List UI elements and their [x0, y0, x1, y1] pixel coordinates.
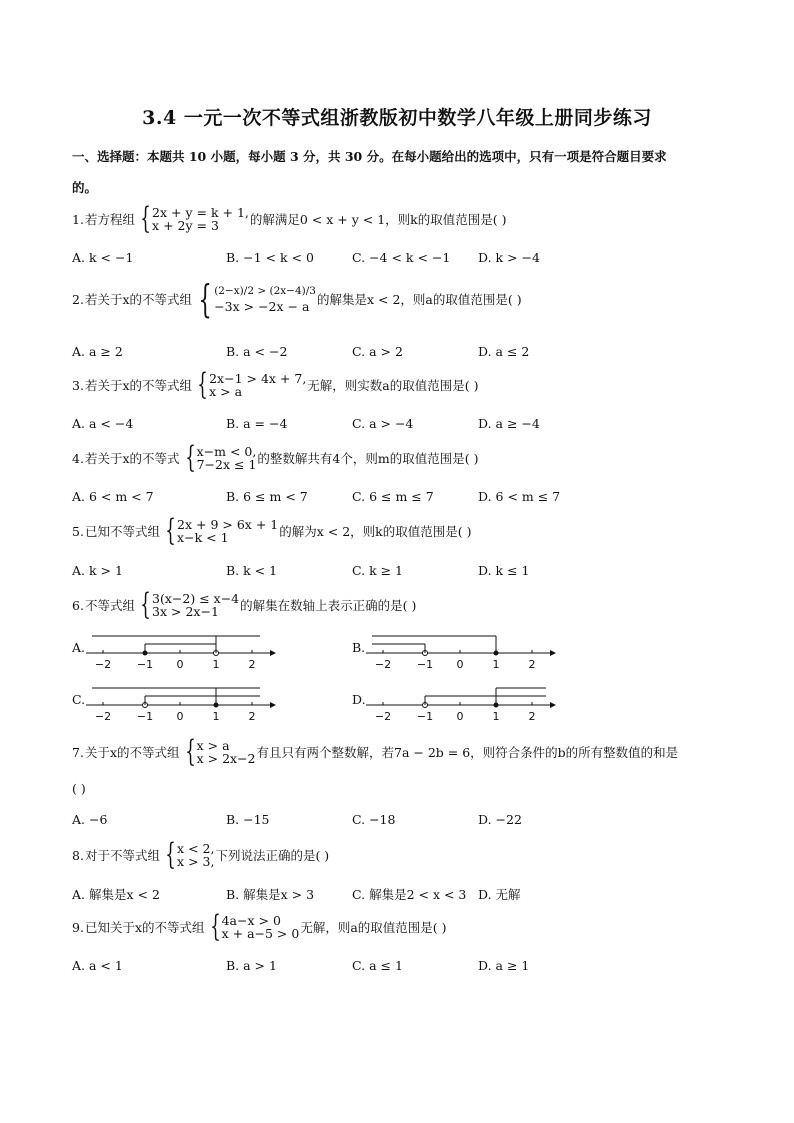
- tick-label: 1: [212, 710, 220, 722]
- brace-icon: {: [165, 837, 176, 872]
- option-b[interactable]: B. a < −2: [226, 344, 288, 359]
- tick-label: 0: [176, 658, 184, 670]
- option-a[interactable]: A. k > 1: [72, 563, 123, 578]
- option-d[interactable]: D. −22: [478, 812, 522, 827]
- brace-icon: {: [140, 201, 151, 236]
- number-line-d: [366, 676, 556, 722]
- question-7-paren: ( ): [72, 781, 86, 796]
- option-b[interactable]: B.: [352, 640, 366, 655]
- number-line-a: [86, 624, 276, 670]
- option-d[interactable]: D.: [352, 692, 366, 707]
- number-line-c: [86, 676, 276, 722]
- option-c[interactable]: C. 6 ≤ m ≤ 7: [352, 489, 434, 504]
- tick-label: −1: [136, 658, 154, 670]
- section-intro-end: 的。: [72, 180, 98, 195]
- option-a[interactable]: A. 解集是x < 2: [72, 887, 160, 902]
- inequality-system: { 4a−x > 0 x + a−5 > 0: [209, 909, 300, 944]
- section-intro: 一、选择题：本题共 10 小题，每小题 3 分，共 30 分。在每小题给出的选项中，只有一项是符合题目要求: [72, 149, 667, 164]
- tick-label: 1: [492, 710, 500, 722]
- tick-label: −1: [416, 710, 434, 722]
- option-c[interactable]: C. a > 2: [352, 344, 403, 359]
- option-c[interactable]: C. −4 < k < −1: [352, 250, 451, 265]
- option-b[interactable]: B. k < 1: [226, 563, 278, 578]
- option-d[interactable]: D. k ≤ 1: [478, 563, 530, 578]
- brace-icon: {: [197, 367, 208, 402]
- option-d[interactable]: D. 6 < m ≤ 7: [478, 489, 561, 504]
- page-title: 3.4 一元一次不等式组浙教版初中数学八年级上册同步练习: [142, 107, 652, 129]
- brace-icon: {: [209, 909, 221, 944]
- tick-label: 1: [212, 658, 220, 670]
- inequality-system: { x−m < 0, 7−2x ≤ 1: [184, 440, 257, 475]
- question-2: 2. 若关于x的不等式组 { (2−x)/2 > (2x−4)/3 −3x > −2x − a 的解集是x < 2，则a的取值范围是( ): [72, 277, 522, 321]
- tick-label: 0: [456, 658, 464, 670]
- question-8: 8. 对于不等式组 { x < 2, x > 3, 下列说法正确的是( ): [72, 837, 330, 872]
- option-c[interactable]: C. k ≥ 1: [352, 563, 404, 578]
- tick-label: 2: [248, 710, 256, 722]
- brace-icon: {: [184, 734, 196, 769]
- inequality-system: { (2−x)/2 > (2x−4)/3 −3x > −2x − a: [198, 277, 316, 321]
- inequality-system: { x > a x > 2x−2: [184, 734, 256, 769]
- brace-icon: {: [184, 440, 196, 475]
- brace-icon: {: [198, 277, 212, 321]
- question-3: 3. 若关于x的不等式组 { 2x−1 > 4x + 7, x > a 无解，则实数a的取值范围是( ): [72, 367, 479, 402]
- brace-icon: {: [165, 513, 176, 548]
- tick-label: 2: [248, 658, 256, 670]
- tick-label: 2: [528, 658, 536, 670]
- inequality-system: { 3(x−2) ≤ x−4 3x > 2x−1: [140, 587, 240, 622]
- tick-label: −2: [94, 658, 112, 670]
- inequality-system: { 2x + 9 > 6x + 1 x−k < 1: [165, 513, 279, 548]
- brace-icon: {: [140, 587, 151, 622]
- tick-label: −2: [374, 658, 392, 670]
- option-c[interactable]: C. a > −4: [352, 416, 414, 431]
- question-9: 9. 已知关于x的不等式组 { 4a−x > 0 x + a−5 > 0 无解，则a的取值范围是( ): [72, 909, 447, 944]
- question-7: 7. 关于x的不等式组 { x > a x > 2x−2 有且只有两个整数解，若7a − 2b = 6，则符合条件的b的所有整数值的和是: [72, 734, 679, 769]
- option-b[interactable]: B. a > 1: [226, 958, 277, 973]
- option-b[interactable]: B. −1 < k < 0: [226, 250, 314, 265]
- option-c[interactable]: C. −18: [352, 812, 396, 827]
- option-b[interactable]: B. −15: [226, 812, 270, 827]
- option-b[interactable]: B. 6 ≤ m < 7: [226, 489, 308, 504]
- option-d[interactable]: D. 无解: [478, 887, 521, 902]
- tick-label: −1: [136, 710, 154, 722]
- option-a[interactable]: A. a ≥ 2: [72, 344, 123, 359]
- tick-label: 2: [528, 710, 536, 722]
- tick-label: 1: [492, 658, 500, 670]
- option-b[interactable]: B. 解集是x > 3: [226, 887, 315, 902]
- option-a[interactable]: A. −6: [72, 812, 108, 827]
- tick-label: −1: [416, 658, 434, 670]
- equation-system: { 2x + y = k + 1, x + 2y = 3: [140, 201, 249, 236]
- option-d[interactable]: D. a ≥ 1: [478, 958, 530, 973]
- tick-label: −2: [374, 710, 392, 722]
- tick-label: 0: [176, 710, 184, 722]
- option-a[interactable]: A.: [72, 640, 86, 655]
- tick-label: 0: [456, 710, 464, 722]
- option-c[interactable]: C. 解集是2 < x < 3: [352, 887, 467, 902]
- option-c[interactable]: C. a ≤ 1: [352, 958, 403, 973]
- inequality-system: { 2x−1 > 4x + 7, x > a: [197, 367, 307, 402]
- question-6: 6. 不等式组 { 3(x−2) ≤ x−4 3x > 2x−1 的解集在数轴上表示正确的是( ): [72, 587, 417, 622]
- option-a[interactable]: A. k < −1: [72, 250, 134, 265]
- option-a[interactable]: A. 6 < m < 7: [72, 489, 154, 504]
- option-a[interactable]: A. a < −4: [72, 416, 134, 431]
- option-c[interactable]: C.: [72, 692, 86, 707]
- number-line-b: [366, 624, 556, 670]
- question-4: 4. 若关于x的不等式 { x−m < 0, 7−2x ≤ 1 的整数解共有4个，则m的取值范围是( ): [72, 440, 479, 475]
- question-5: 5. 已知不等式组 { 2x + 9 > 6x + 1 x−k < 1 的解为x < 2，则k的取值范围是( ): [72, 513, 472, 548]
- option-d[interactable]: D. a ≤ 2: [478, 344, 530, 359]
- tick-label: −2: [94, 710, 112, 722]
- option-a[interactable]: A. a < 1: [72, 958, 123, 973]
- option-d[interactable]: D. k > −4: [478, 250, 540, 265]
- option-b[interactable]: B. a = −4: [226, 416, 288, 431]
- option-d[interactable]: D. a ≥ −4: [478, 416, 540, 431]
- question-1: 1. 若方程组 { 2x + y = k + 1, x + 2y = 3 的解满足0 < x + y < 1，则k的取值范围是( ): [72, 201, 507, 236]
- inequality-system: { x < 2, x > 3,: [165, 837, 215, 872]
